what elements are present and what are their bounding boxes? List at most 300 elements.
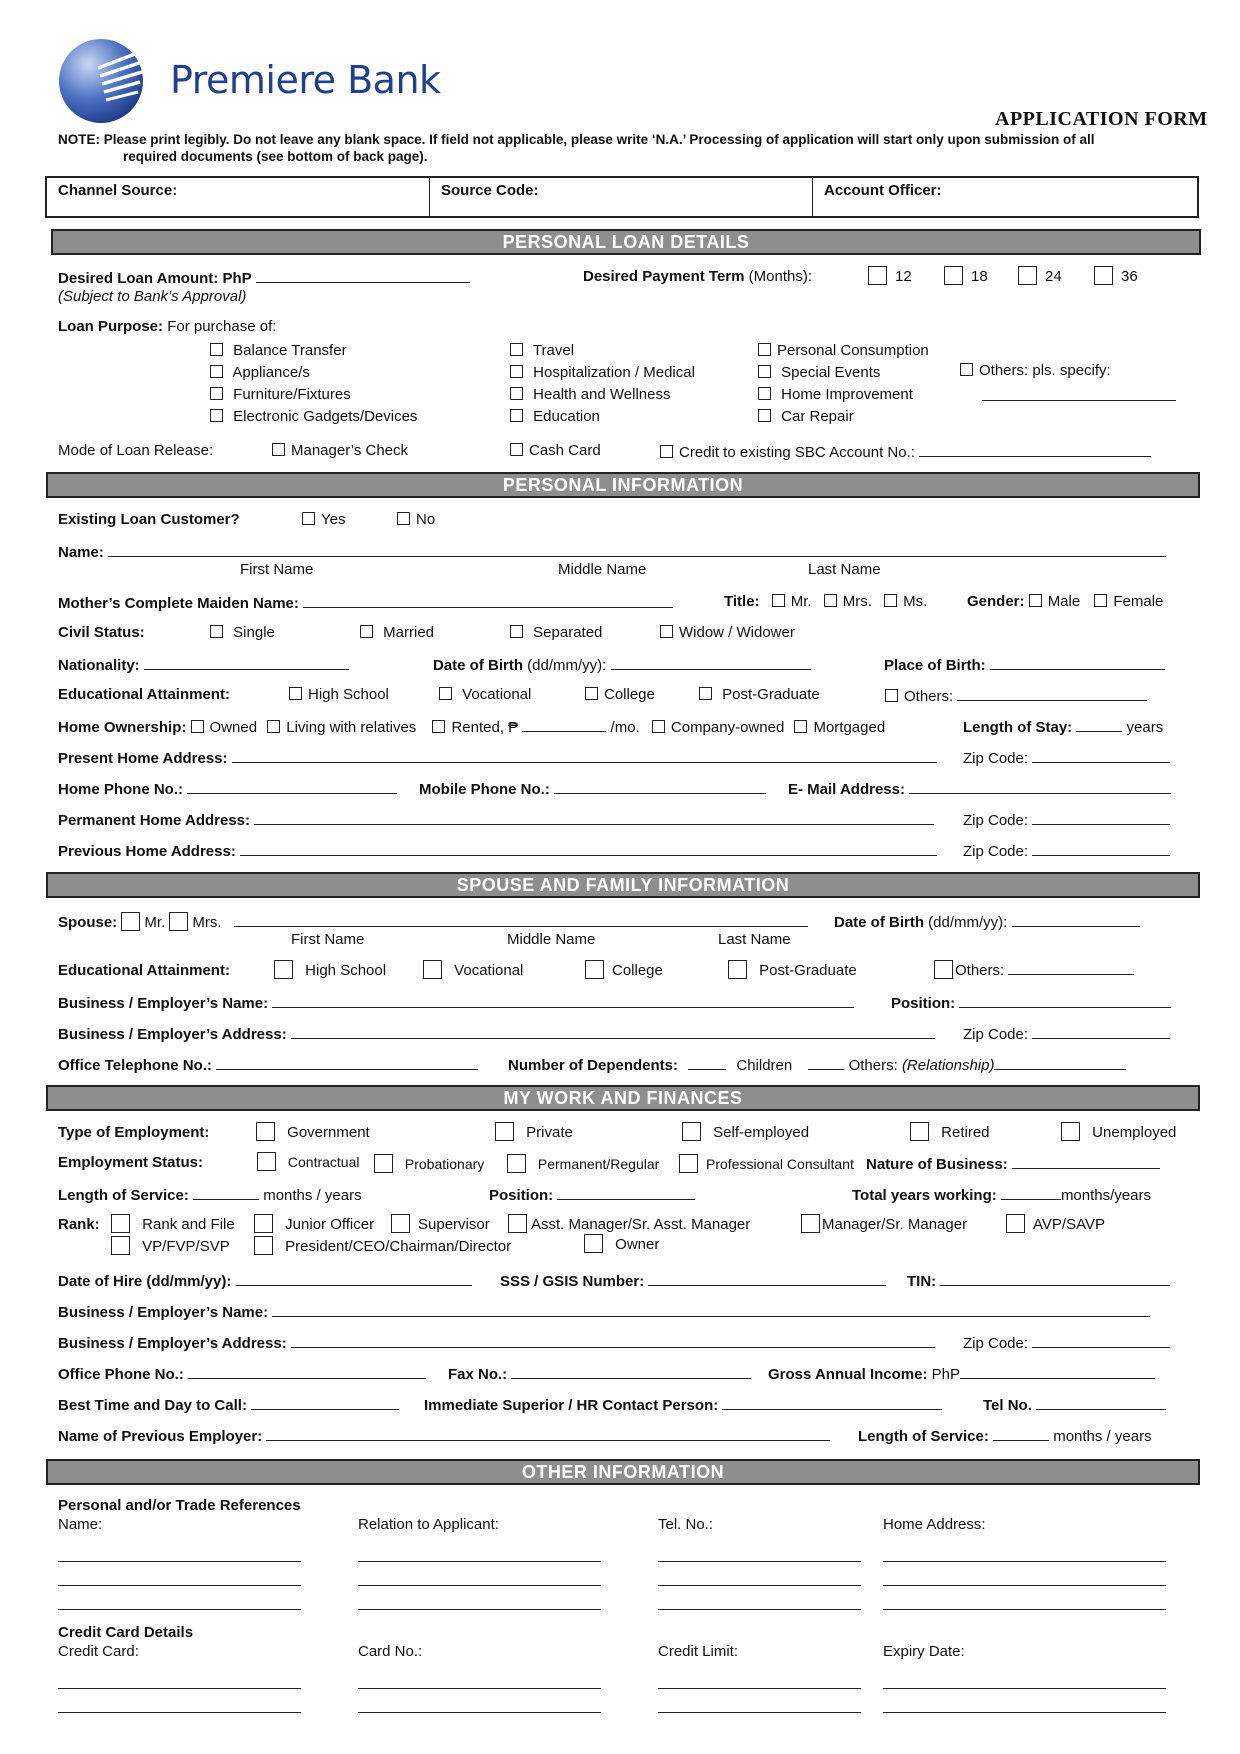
checkbox-icon[interactable] [510, 387, 523, 400]
dependents-label: Number of Dependents: [508, 1057, 679, 1074]
checkbox-icon[interactable] [432, 720, 445, 733]
cc-expiry-input[interactable] [883, 1688, 1166, 1689]
work-position-row [489, 1185, 695, 1204]
rank-vp[interactable]: VP/FVP/SVP [111, 1236, 230, 1255]
checkbox-icon[interactable] [360, 625, 373, 638]
office-phone-label: Office Phone No.: [58, 1366, 184, 1383]
checkbox-icon[interactable] [391, 1214, 410, 1233]
checkbox-icon[interactable] [121, 912, 140, 931]
checkbox-icon[interactable] [772, 594, 785, 607]
checkbox-icon[interactable] [254, 1236, 273, 1255]
checkbox-icon[interactable] [111, 1214, 130, 1233]
ref-col-name: Name: [58, 1516, 103, 1533]
email-input[interactable] [909, 779, 1171, 794]
type-self-employed[interactable]: Self-employed [682, 1122, 809, 1141]
status-consultant[interactable]: Professional Consultant [679, 1154, 854, 1173]
purpose-others[interactable]: Others: pls. specify: [960, 362, 1111, 379]
total-years-label: Total years working: [852, 1187, 997, 1204]
tin-input[interactable] [940, 1271, 1170, 1286]
work-tel-row [983, 1395, 1166, 1414]
source-code-field[interactable]: Source Code: [441, 182, 539, 199]
spouse-position-input[interactable] [959, 993, 1171, 1008]
date-hire-label: Date of Hire (dd/mm/yy): [58, 1273, 232, 1290]
rank-manager[interactable]: Manager/Sr. Manager [801, 1214, 967, 1233]
purpose-option[interactable]: Appliance/s [210, 362, 417, 384]
office-tel-label: Office Telephone No.: [58, 1057, 212, 1074]
previous-zip-input[interactable] [1032, 841, 1170, 856]
prev-length-input[interactable] [993, 1426, 1049, 1441]
children-input[interactable] [688, 1055, 726, 1070]
work-employer-address-label: Business / Employer’s Address: [58, 1335, 287, 1352]
nationality-input[interactable] [144, 655, 349, 670]
checkbox-icon[interactable] [274, 960, 293, 979]
purpose-option[interactable]: Health and Wellness [510, 384, 695, 406]
php-label: PhP [931, 1366, 961, 1383]
others-specify-input[interactable] [982, 386, 1176, 401]
spouse-edu-highschool[interactable]: High School [274, 960, 386, 979]
checkbox-icon[interactable] [682, 1122, 701, 1141]
mobile-row [419, 779, 766, 798]
spouse-employer-address-input[interactable] [291, 1024, 935, 1039]
desired-loan-input[interactable] [256, 268, 470, 283]
title-mr[interactable]: Mr. [772, 593, 812, 610]
gross-income-input[interactable] [960, 1364, 1155, 1379]
payment-term-months: (Months): [748, 268, 812, 285]
name-input[interactable] [108, 542, 1166, 557]
own-mortgaged[interactable]: Mortgaged [794, 719, 885, 736]
edu-highschool[interactable]: High School [289, 686, 389, 703]
spouse-edu-postgrad[interactable]: Post-Graduate [728, 960, 857, 979]
employment-type-label: Type of Employment: [58, 1124, 210, 1141]
prev-employer-row [58, 1426, 830, 1445]
purpose-option[interactable]: Balance Transfer [210, 340, 417, 362]
purpose-option[interactable]: Car Repair [758, 406, 929, 428]
home-phone-input[interactable] [187, 779, 397, 794]
spouse-row [58, 912, 808, 931]
email-label: E- Mail Address: [788, 781, 905, 798]
checkbox-icon[interactable] [302, 512, 315, 525]
section-work-finances: MY WORK AND FINANCES [46, 1085, 1200, 1111]
checkbox-icon[interactable] [585, 960, 604, 979]
edu-college[interactable]: College [585, 686, 655, 703]
title-label: Title: [724, 593, 760, 610]
home-phone-row [58, 779, 397, 798]
spouse-mr[interactable]: Mr. [121, 914, 165, 931]
release-cash-card[interactable]: Cash Card [510, 442, 601, 459]
edu-label: Educational Attainment: [58, 686, 230, 703]
checkbox-icon[interactable] [1061, 1122, 1080, 1141]
status-permanent[interactable]: Permanent/Regular [507, 1154, 659, 1173]
previous-zip-row [963, 841, 1170, 860]
ref-tel-input[interactable] [658, 1609, 861, 1610]
spouse-mrs[interactable]: Mrs. [169, 914, 221, 931]
checkbox-icon[interactable] [254, 1214, 273, 1233]
months-years-label-2: months/years [1060, 1187, 1151, 1204]
others-dependents-input[interactable] [808, 1055, 844, 1070]
gender-row [967, 593, 1163, 610]
rank-owner[interactable]: Owner [584, 1234, 659, 1253]
civil-single[interactable]: Single [210, 624, 275, 641]
cc-limit-input[interactable] [658, 1688, 861, 1689]
purpose-option[interactable]: Home Improvement [758, 384, 929, 406]
checkbox-icon[interactable] [169, 912, 188, 931]
gender-male[interactable]: Male [1029, 593, 1081, 610]
dependents-row [508, 1055, 1126, 1074]
release-credit-account[interactable]: Credit to existing SBC Account No.: [660, 442, 1151, 461]
edu-vocational[interactable]: Vocational [439, 686, 531, 703]
nationality-row [58, 655, 349, 674]
spouse-employer-input[interactable] [272, 993, 854, 1008]
type-retired[interactable]: Retired [910, 1122, 990, 1141]
ref-col-address: Home Address: [883, 1516, 986, 1533]
work-tel-input[interactable] [1036, 1395, 1166, 1410]
zip-label: Zip Code: [963, 843, 1029, 860]
account-officer-field[interactable]: Account Officer: [824, 182, 942, 199]
civil-widow[interactable]: Widow / Widower [660, 624, 795, 641]
rank-junior-officer[interactable]: Junior Officer [254, 1214, 374, 1233]
term-18[interactable]: 18 [944, 266, 988, 285]
fax-input[interactable] [511, 1364, 751, 1379]
ref-relation-input[interactable] [358, 1609, 601, 1610]
checkbox-icon[interactable] [910, 1122, 929, 1141]
status-probationary[interactable]: Probationary [374, 1154, 484, 1173]
payment-term-label: Desired Payment Term [583, 268, 745, 285]
ref-relation-input[interactable] [358, 1561, 601, 1562]
work-zip-row [963, 1333, 1170, 1352]
spouse-position-row [891, 993, 1171, 1012]
relationship-input[interactable] [994, 1055, 1126, 1070]
brand-name: Premiere Bank [170, 58, 441, 102]
work-position-label: Position: [489, 1187, 554, 1204]
work-employer-input[interactable] [272, 1302, 1150, 1317]
type-unemployed[interactable]: Unemployed [1061, 1122, 1176, 1141]
permanent-address-label: Permanent Home Address: [58, 812, 250, 829]
date-hire-input[interactable] [236, 1271, 472, 1286]
spouse-edu-college[interactable]: College [585, 960, 663, 979]
existing-no[interactable]: No [397, 511, 435, 528]
zip-label: Zip Code: [963, 1026, 1029, 1043]
spouse-edu-others[interactable]: Others: [934, 960, 1134, 979]
ref-name-input[interactable] [58, 1585, 301, 1586]
channel-source-field[interactable]: Channel Source: [58, 182, 178, 199]
permanent-address-input[interactable] [254, 810, 934, 825]
title-mrs[interactable]: Mrs. [824, 593, 872, 610]
prev-employer-label: Name of Previous Employer: [58, 1428, 263, 1445]
spouse-middle-name-caption: Middle Name [507, 931, 596, 948]
cc-limit-input[interactable] [658, 1712, 861, 1713]
spouse-employer-label: Business / Employer’s Name: [58, 995, 269, 1012]
present-address-input[interactable] [232, 748, 937, 763]
checkbox-icon[interactable] [660, 445, 673, 458]
checkbox-icon[interactable] [758, 343, 771, 356]
release-managers-check[interactable]: Manager’s Check [272, 442, 408, 459]
rank-president[interactable]: President/CEO/Chairman/Director [254, 1236, 511, 1255]
pob-input[interactable] [990, 655, 1165, 670]
purpose-option[interactable]: Personal Consumption [758, 340, 929, 362]
previous-address-label: Previous Home Address: [58, 843, 236, 860]
bank-logo [58, 38, 144, 124]
zip-label: Zip Code: [963, 750, 1029, 767]
maiden-label: Mother’s Complete Maiden Name: [58, 595, 299, 612]
type-government[interactable]: Government [256, 1122, 370, 1141]
spouse-label: Spouse: [58, 914, 118, 931]
loan-purpose-label: Loan Purpose: [58, 318, 164, 335]
permanent-zip-input[interactable] [1032, 810, 1170, 825]
own-owned[interactable]: Owned [191, 719, 258, 736]
dob-format: (dd/mm/yy): [527, 657, 607, 674]
checkbox-icon[interactable] [884, 594, 897, 607]
ref-relation-input[interactable] [358, 1585, 601, 1586]
checkbox-icon[interactable] [801, 1214, 820, 1233]
release-label: Mode of Loan Release: [58, 442, 214, 459]
best-time-label: Best Time and Day to Call: [58, 1397, 247, 1414]
purpose-option[interactable]: Electronic Gadgets/Devices [210, 406, 417, 428]
relationship-label: (Relationship) [901, 1057, 995, 1074]
previous-address-row [58, 841, 937, 860]
spouse-dob-input[interactable] [1012, 912, 1140, 927]
work-position-input[interactable] [557, 1185, 695, 1200]
checkbox-icon[interactable] [794, 720, 807, 733]
checkbox-icon[interactable] [758, 387, 771, 400]
type-private[interactable]: Private [495, 1122, 573, 1141]
work-tel-label: Tel No. [983, 1397, 1032, 1414]
best-time-input[interactable] [251, 1395, 399, 1410]
first-name-caption: First Name [240, 561, 314, 578]
checkbox-icon[interactable] [728, 960, 747, 979]
fax-row [448, 1364, 751, 1383]
checkbox-icon[interactable] [495, 1122, 514, 1141]
cc-col-expiry: Expiry Date: [883, 1643, 965, 1660]
form-title: APPLICATION FORM [995, 108, 1208, 130]
bank-logo-icon [58, 38, 144, 124]
office-phone-row [58, 1364, 426, 1383]
name-row [58, 542, 1166, 561]
checkbox-icon[interactable] [510, 625, 523, 638]
checkbox-icon[interactable] [510, 443, 523, 456]
sbc-account-input[interactable] [919, 442, 1151, 457]
checkbox-icon[interactable] [257, 1152, 276, 1171]
work-employer-address-row [58, 1333, 935, 1352]
checkbox-icon[interactable] [934, 960, 953, 979]
cc-col-number: Card No.: [358, 1643, 423, 1660]
checkbox-icon[interactable] [267, 720, 280, 733]
nature-business-label: Nature of Business: [866, 1156, 1008, 1173]
maiden-input[interactable] [303, 593, 673, 608]
term-24[interactable]: 24 [1018, 266, 1062, 285]
cc-col-limit: Credit Limit: [658, 1643, 739, 1660]
purpose-option[interactable]: Furniture/Fixtures [210, 384, 417, 406]
desired-loan-label: Desired Loan Amount: [58, 270, 219, 287]
checkbox-icon[interactable] [1006, 1214, 1025, 1233]
checkbox-icon[interactable] [210, 343, 223, 356]
loan-purpose-row [58, 318, 276, 335]
checkbox-icon[interactable] [960, 363, 973, 376]
office-phone-input[interactable] [188, 1364, 426, 1379]
edu-others[interactable]: Others: [885, 686, 1147, 705]
checkbox-icon[interactable] [660, 625, 673, 638]
home-ownership-label: Home Ownership: [58, 719, 187, 736]
own-rented[interactable]: Rented, ₱ [432, 719, 518, 736]
months-years-label-3: months / years [1053, 1428, 1152, 1445]
ref-address-input[interactable] [883, 1561, 1166, 1562]
previous-address-input[interactable] [240, 841, 937, 856]
email-row [788, 779, 1171, 798]
nature-business-input[interactable] [1012, 1154, 1160, 1169]
checkbox-icon[interactable] [439, 687, 452, 700]
checkbox-icon[interactable] [289, 687, 302, 700]
ref-name-input[interactable] [58, 1609, 301, 1610]
mobile-input[interactable] [554, 779, 766, 794]
prev-length-label: Length of Service: [858, 1428, 989, 1445]
checkbox-icon[interactable] [1094, 266, 1113, 285]
section-personal-info: PERSONAL INFORMATION [46, 472, 1200, 498]
rank-label: Rank: [58, 1216, 100, 1233]
rent-amount-input[interactable] [522, 717, 606, 732]
cc-card-input[interactable] [58, 1688, 301, 1689]
office-tel-input[interactable] [216, 1055, 478, 1070]
checkbox-icon[interactable] [272, 443, 285, 456]
checkbox-icon[interactable] [256, 1122, 275, 1141]
section-other-info: OTHER INFORMATION [46, 1459, 1200, 1485]
checkbox-icon[interactable] [111, 1236, 130, 1255]
length-service-input[interactable] [193, 1185, 259, 1200]
purpose-option[interactable]: Education [510, 406, 695, 428]
checkbox-icon[interactable] [699, 687, 712, 700]
dob-input[interactable] [611, 655, 811, 670]
own-relatives[interactable]: Living with relatives [267, 719, 416, 736]
checkbox-icon[interactable] [210, 387, 223, 400]
office-tel-row [58, 1055, 478, 1074]
own-company[interactable]: Company-owned [652, 719, 784, 736]
checkbox-icon[interactable] [510, 409, 523, 422]
edu-postgrad[interactable]: Post-Graduate [699, 686, 820, 703]
work-employer-row [58, 1302, 1150, 1321]
ref-tel-input[interactable] [658, 1561, 861, 1562]
checkbox-icon[interactable] [397, 512, 410, 525]
superior-row [424, 1395, 942, 1414]
employment-status-label: Employment Status: [58, 1154, 204, 1171]
spouse-dob-format: (dd/mm/yy): [928, 914, 1008, 931]
checkbox-icon[interactable] [210, 365, 223, 378]
last-name-caption: Last Name [808, 561, 881, 578]
checkbox-icon[interactable] [1018, 266, 1037, 285]
title-ms[interactable]: Ms. [884, 593, 927, 610]
checkbox-icon[interactable] [1029, 594, 1042, 607]
term-12[interactable]: 12 [868, 266, 912, 285]
work-employer-address-input[interactable] [291, 1333, 935, 1348]
superior-label: Immediate Superior / HR Contact Person: [424, 1397, 719, 1414]
spouse-first-name-caption: First Name [291, 931, 365, 948]
cc-number-input[interactable] [358, 1712, 601, 1713]
checkbox-icon[interactable] [507, 1154, 526, 1173]
gross-income-row [768, 1364, 1155, 1383]
checkbox-icon[interactable] [652, 720, 665, 733]
checkbox-icon[interactable] [758, 409, 771, 422]
zip-label: Zip Code: [963, 1335, 1029, 1352]
total-years-input[interactable] [1001, 1185, 1061, 1200]
checkbox-icon[interactable] [423, 960, 442, 979]
spouse-edu-vocational[interactable]: Vocational [423, 960, 523, 979]
checkbox-icon[interactable] [758, 365, 771, 378]
checkbox-icon[interactable] [508, 1214, 527, 1233]
rank-rank-file[interactable]: Rank and File [111, 1214, 235, 1233]
status-contractual[interactable]: Contractual [257, 1152, 359, 1171]
checkbox-icon[interactable] [510, 365, 523, 378]
others-label: Others: [848, 1057, 898, 1074]
sss-input[interactable] [648, 1271, 886, 1286]
sss-row [500, 1271, 886, 1290]
present-address-row [58, 748, 937, 767]
rank-supervisor[interactable]: Supervisor [391, 1214, 490, 1233]
checkbox-icon[interactable] [868, 266, 887, 285]
purpose-option[interactable]: Hospitalization / Medical [510, 362, 695, 384]
name-label: Name: [58, 544, 104, 561]
title-row [724, 593, 927, 610]
civil-separated[interactable]: Separated [510, 624, 602, 641]
checkbox-icon[interactable] [885, 689, 898, 702]
gender-label: Gender: [967, 593, 1025, 610]
checkbox-icon[interactable] [210, 625, 223, 638]
spouse-edu-others-input[interactable] [1008, 960, 1134, 975]
purpose-option[interactable]: Special Events [758, 362, 929, 384]
credit-card-title: Credit Card Details [58, 1624, 194, 1641]
checkbox-icon[interactable] [191, 720, 204, 733]
php-label: PhP [222, 270, 252, 287]
purpose-option[interactable]: Travel [510, 340, 695, 362]
ref-tel-input[interactable] [658, 1585, 861, 1586]
checkbox-icon[interactable] [944, 266, 963, 285]
home-phone-label: Home Phone No.: [58, 781, 184, 798]
checkbox-icon[interactable] [1094, 594, 1107, 607]
checkbox-icon[interactable] [679, 1154, 698, 1173]
ref-name-input[interactable] [58, 1561, 301, 1562]
cc-card-input[interactable] [58, 1712, 301, 1713]
term-36[interactable]: 36 [1094, 266, 1138, 285]
checkbox-icon[interactable] [584, 1234, 603, 1253]
existing-yes[interactable]: Yes [302, 511, 345, 528]
spouse-name-input[interactable] [234, 912, 808, 927]
civil-married[interactable]: Married [360, 624, 434, 641]
spouse-zip-input[interactable] [1032, 1024, 1170, 1039]
present-zip-input[interactable] [1032, 748, 1170, 763]
length-stay-input[interactable] [1076, 717, 1122, 732]
pob-row [884, 655, 1165, 674]
dob-label: Date of Birth [433, 657, 523, 674]
prev-employer-input[interactable] [266, 1426, 830, 1441]
ref-address-input[interactable] [883, 1585, 1166, 1586]
length-stay-row [963, 717, 1163, 736]
prev-length-row [858, 1426, 1152, 1445]
checkbox-icon[interactable] [374, 1154, 393, 1173]
pob-label: Place of Birth: [884, 657, 986, 674]
edu-others-input[interactable] [957, 686, 1147, 701]
rank-avp[interactable]: AVP/SAVP [1006, 1214, 1105, 1233]
work-zip-input[interactable] [1032, 1333, 1170, 1348]
spouse-employer-address-row [58, 1024, 935, 1043]
gender-female[interactable]: Female [1094, 593, 1163, 610]
checkbox-icon[interactable] [210, 409, 223, 422]
checkbox-icon[interactable] [824, 594, 837, 607]
ref-address-input[interactable] [883, 1609, 1166, 1610]
checkbox-icon[interactable] [510, 343, 523, 356]
cc-number-input[interactable] [358, 1688, 601, 1689]
superior-input[interactable] [722, 1395, 942, 1410]
existing-customer-label: Existing Loan Customer? [58, 511, 240, 528]
checkbox-icon[interactable] [585, 687, 598, 700]
spouse-employer-row [58, 993, 854, 1012]
cc-expiry-input[interactable] [883, 1712, 1166, 1713]
rank-asst-manager[interactable]: Asst. Manager/Sr. Asst. Manager [508, 1214, 750, 1233]
